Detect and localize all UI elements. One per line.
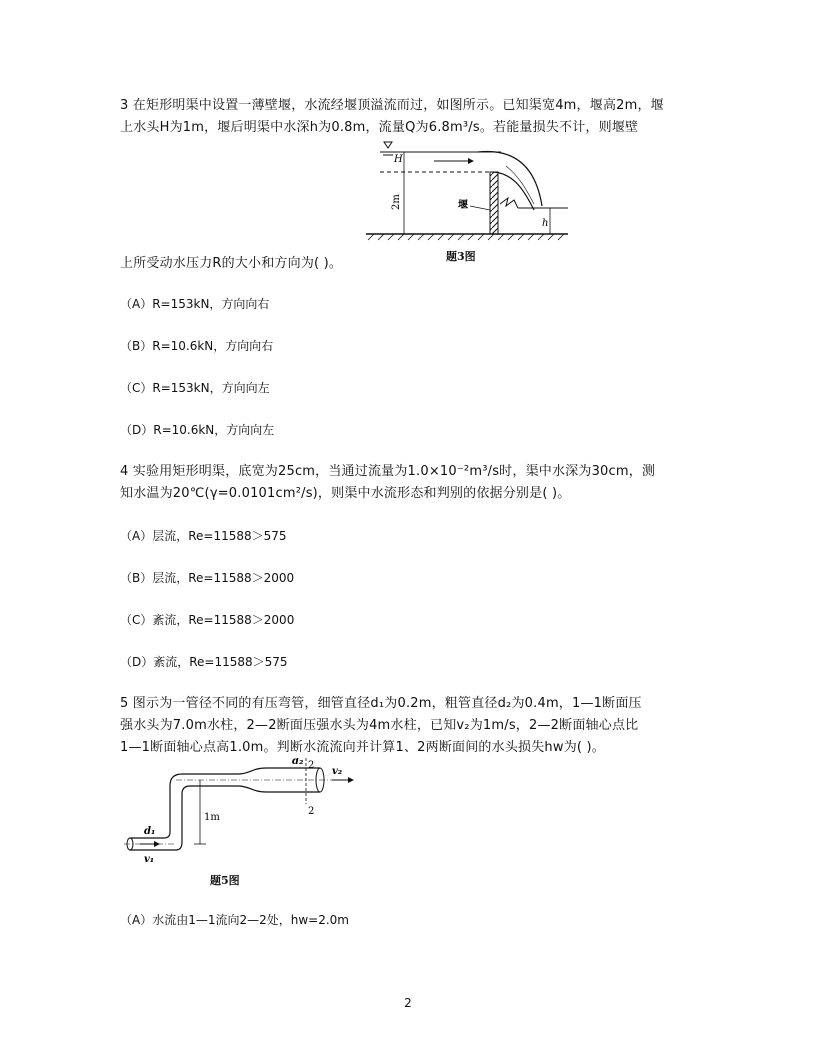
label-1m: 1m xyxy=(204,812,220,823)
q3-figure-caption: 题3图 xyxy=(446,250,476,263)
weir-plate xyxy=(490,172,498,234)
q3-option-d: （D）R=10.6kN，方向向左 xyxy=(120,423,275,437)
label-v1: v₁ xyxy=(144,854,155,865)
q4-option-d: （D）紊流，Re=11588＞575 xyxy=(120,655,288,669)
q5-figure xyxy=(120,758,360,868)
q4-option-a: （A）层流，Re=11588＞575 xyxy=(120,529,287,543)
q3-text-line-3: 上所受动水压力R的大小和方向为( )。 xyxy=(120,256,343,271)
q5-figure-caption: 题5图 xyxy=(210,874,240,887)
label-section-2-top: 2 xyxy=(308,760,315,771)
q5-option-a: （A）水流由1—1流向2—2处，hw=2.0m xyxy=(120,913,349,927)
q5-text-line-3: 1—1断面轴心点高1.0m。判断水流流向并计算1、2两断面间的水头损失hw为( )。 xyxy=(120,740,605,755)
q3-option-c: （C）R=153kN，方向向左 xyxy=(120,381,270,395)
label-d2: d₂ xyxy=(292,758,304,767)
q3-option-a: （A）R=153kN，方向向右 xyxy=(120,297,270,311)
q4-option-b: （B）层流，Re=11588＞2000 xyxy=(120,571,295,585)
q4-text-line-1: 4 实验用矩形明渠，底宽为25cm，当通过流量为1.0×10⁻²m³/s时，渠中水深为30cm，测 xyxy=(120,464,656,479)
label-section-2-bottom: 2 xyxy=(308,806,315,817)
page-number: 2 xyxy=(404,996,412,1010)
label-v2: v₂ xyxy=(332,766,343,777)
q4-text-line-2: 知水温为20℃(γ=0.0101cm²/s)，则渠中水流形态和判别的依据分别是( )。 xyxy=(120,486,571,501)
q3-option-b: （B）R=10.6kN，方向向右 xyxy=(120,339,274,353)
q5-text-line-2: 强水头为7.0m水柱，2—2断面压强水头为4m水柱，已知v₂为1m/s，2—2断面轴心点比 xyxy=(120,718,639,733)
q5-text-line-1: 5 图示为一管径不同的有压弯管，细管直径d₁为0.2m，粗管直径d₂为0.4m，1—1断面压 xyxy=(120,696,642,711)
label-h: h xyxy=(542,218,549,229)
water-surface-symbol xyxy=(384,142,392,148)
q4-option-c: （C）紊流，Re=11588＞2000 xyxy=(120,613,295,627)
q3-text-line-1: 3 在矩形明渠中设置一薄壁堰，水流经堰顶溢流而过，如图所示。已知渠宽4m，堰高2m，堰 xyxy=(120,98,664,113)
label-H: H xyxy=(394,154,403,165)
label-2m: 2m xyxy=(391,194,402,210)
q3-text-line-2: 上水头H为1m，堰后明渠中水深h为0.8m，流量Q为6.8m³/s。若能量损失不计，则堰壁 xyxy=(120,120,639,135)
label-d1: d₁ xyxy=(144,826,156,837)
label-weir: 堰 xyxy=(458,200,468,211)
